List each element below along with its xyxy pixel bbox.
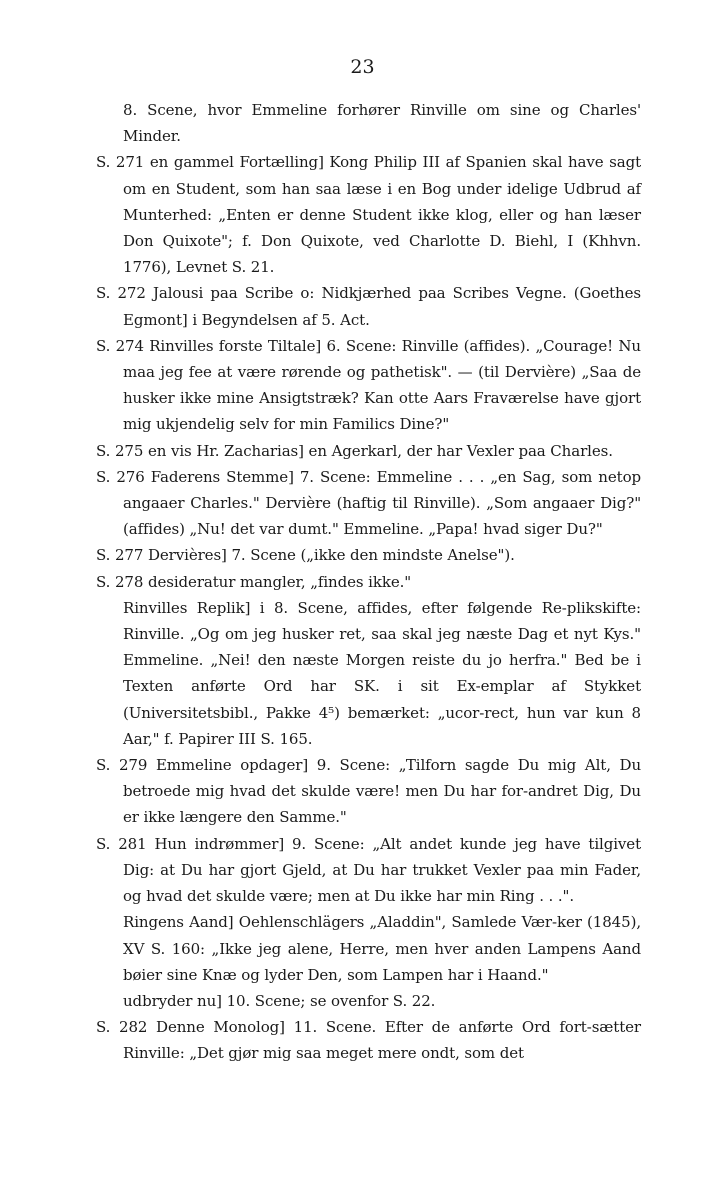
paragraph: S. 274 Rinvilles forste Tiltale] 6. Scene: Rinville (affides). „Courage! Nu maa jeg fee at være rørende og pathetisk". — (til Dervière) „Saa de husker ikke mine Ansigtstræk? Kan otte Aars Fraværelse have gjort mig ukjendelig selv for min Familics Dine?" — [96, 336, 641, 434]
paragraph: S. 277 Dervières] 7. Scene („ikke den mindste Anelse"). — [96, 546, 515, 565]
paragraph: S. 276 Faderens Stemme] 7. Scene: Emmeline . . . „en Sag, som netop angaaer Charles." Dervière (haftig til Rinville). „Som angaaer Dig?" (affides) „Nu! det var dumt." Emmeline. „Papa! hvad siger Du?" — [96, 467, 641, 539]
paragraph: S. 279 Emmeline opdager] 9. Scene: „Tilforn sagde Du mig Alt, Du betroede mig hvad det skulde være! men Du har for-andret Dig, Du er ikke længere den Samme." — [96, 756, 641, 827]
paragraph: udbryder nu] 10. Scene; se ovenfor S. 22. — [123, 991, 436, 1010]
paragraph: Ringens Aand] Oehlenschlägers „Aladdin", Samlede Vær-ker (1845), XV S. 160: „Ikke jeg alene, Herre, men hver anden Lampens Aand bøier sine Knæ og lyder Den, som Lampen har i Haand." — [123, 913, 641, 984]
paragraph: Rinvilles Replik] i 8. Scene, affides, efter følgende Re-plikskifte: Rinville. „Og om jeg husker ret, saa skal jeg næste Dag et nyt Kys." Emmeline. „Nei! den næste Morgen reiste du jo herfra." Bed be i Texten anførte Ord har SK. i sit Ex-emplar af Stykket (Universitetsbibl., Pakke 4⁵) bemærket: „ucor-rect, hun var kun 8 Aar," f. Papirer III S. 165. — [123, 598, 641, 748]
body-text — [96, 97, 641, 1067]
paragraph: 8. Scene, hvor Emmeline forhører Rinville om sine og Charles' Minder. — [123, 101, 641, 146]
paragraph: S. 282 Denne Monolog] 11. Scene. Efter de anførte Ord fort-sætter Rinville: „Det gjør mig saa meget mere ondt, som det — [96, 1018, 641, 1063]
page-number: 23 — [350, 56, 375, 78]
paragraph: S. 281 Hun indrømmer] 9. Scene: „Alt andet kunde jeg have tilgivet Dig: at Du har gjort Gjeld, at Du har trukket Vexler paa min Fader, og hvad det skulde være; men at Du ikke har min Ring . . .". — [96, 834, 641, 906]
paragraph: S. 275 en vis Hr. Zacharias] en Agerkarl, der har Vexler paa Charles. — [96, 441, 613, 460]
paragraph: S. 278 desideratur mangler, „findes ikke." — [96, 572, 412, 591]
paragraph: S. 271 en gammel Fortælling] Kong Philip III af Spanien skal have sagt om en Student, som han saa læse i en Bog under idelige Udbrud af Munterhed: „Enten er denne Student ikke klog, eller og han læser Don Quixote"; f. Don Quixote, ved Charlotte D. Biehl, I (Khhvn. 1776), Levnet S. 21. — [96, 153, 641, 277]
paragraph: S. 272 Jalousi paa Scribe o: Nidkjærhed paa Scribes Vegne. (Goethes Egmont] i Begyndelsen af 5. Act. — [96, 284, 641, 329]
